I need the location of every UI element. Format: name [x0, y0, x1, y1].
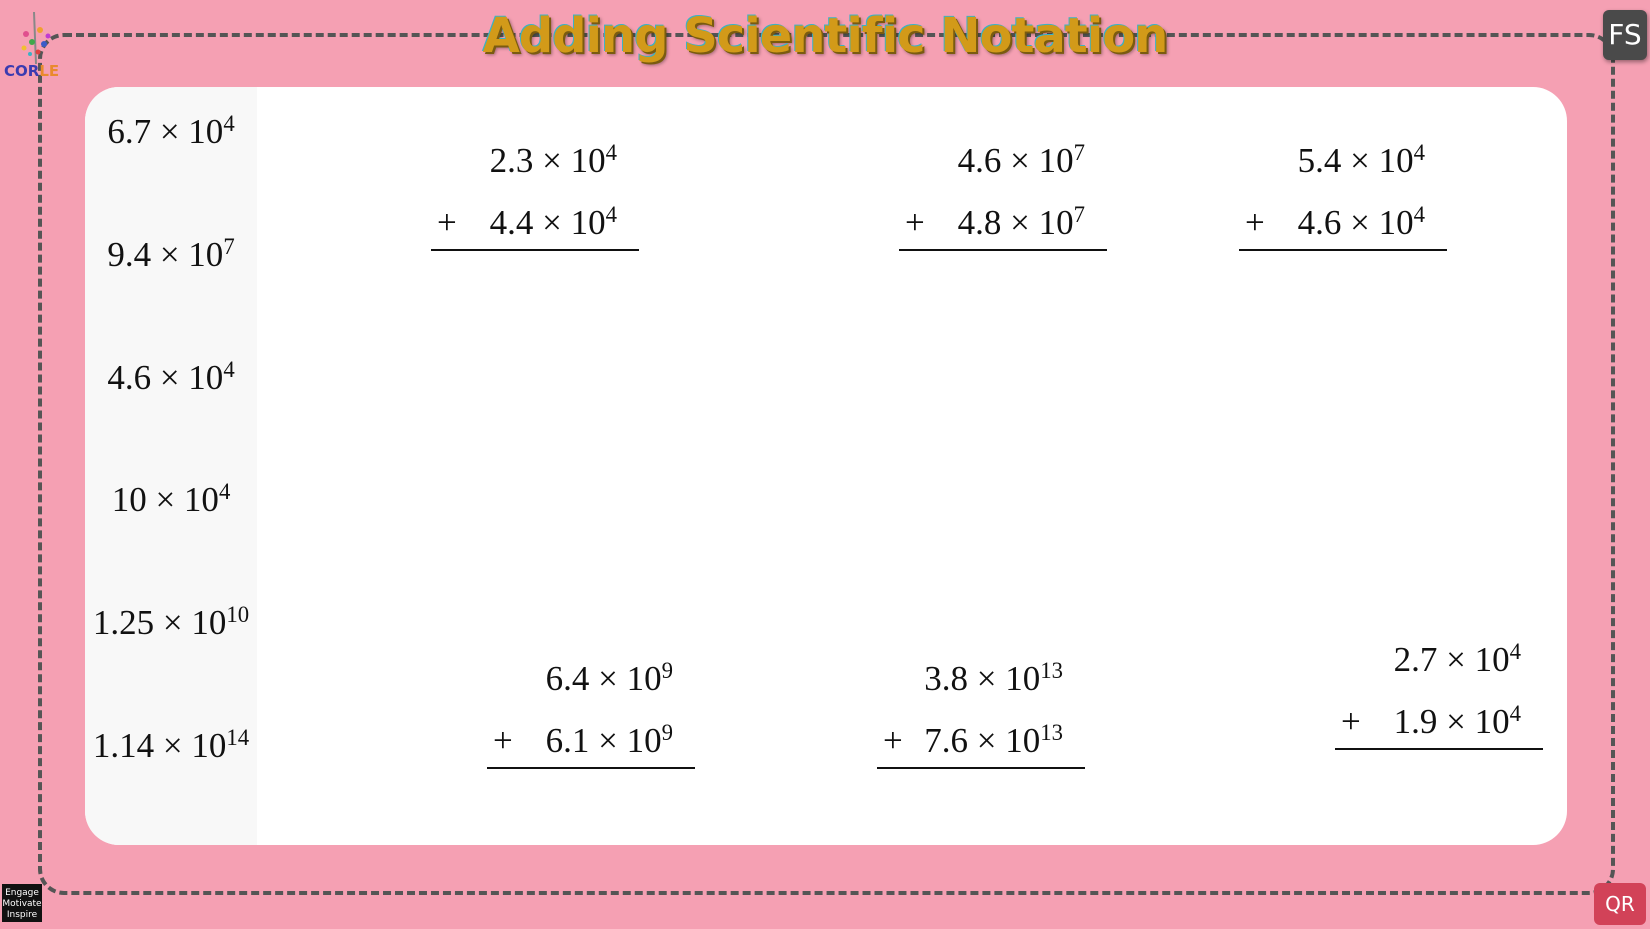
- addend-top: $4.6 \times 10^7$: [957, 139, 1085, 180]
- answer-item[interactable]: $10 \times 10^4$: [111, 478, 231, 519]
- sum-line: [899, 249, 1107, 251]
- plus-sign: +: [883, 721, 903, 760]
- addend-bottom: $1.9 \times 10^4$: [1393, 700, 1521, 741]
- addend-bottom: $4.6 \times 10^4$: [1297, 201, 1425, 242]
- plus-sign: +: [1245, 203, 1265, 242]
- addend-bottom: $6.1 \times 10^9$: [545, 719, 673, 760]
- sum-line: [431, 249, 639, 251]
- badge-line: Inspire: [6, 910, 38, 920]
- plus-sign: +: [1341, 702, 1361, 741]
- answer-bank: [85, 87, 257, 845]
- worksheet-card: [85, 87, 1567, 845]
- plus-sign: +: [437, 203, 457, 242]
- addend-top: $2.7 \times 10^4$: [1393, 638, 1521, 679]
- qr-button[interactable]: QR: [1594, 883, 1646, 925]
- answer-item[interactable]: $1.25 \times 10^{10}$: [92, 601, 250, 642]
- addend-bottom: $4.4 \times 10^4$: [489, 201, 617, 242]
- sum-line: [1239, 249, 1447, 251]
- sum-line: [877, 767, 1085, 769]
- addend-top: $6.4 \times 10^9$: [545, 657, 673, 698]
- answer-item[interactable]: $1.14 \times 10^{14}$: [92, 724, 250, 765]
- badge-line: Motivate: [2, 899, 42, 909]
- page-title: Adding Scientific Notation: [482, 8, 1168, 64]
- plus-sign: +: [493, 721, 513, 760]
- answer-item[interactable]: $9.4 \times 10^7$: [107, 233, 235, 274]
- engage-badge[interactable]: [2, 884, 42, 922]
- addend-bottom: $4.8 \times 10^7$: [957, 201, 1085, 242]
- plus-sign: +: [905, 203, 925, 242]
- addend-top: $2.3 \times 10^4$: [489, 139, 617, 180]
- sum-line: [487, 767, 695, 769]
- answer-item[interactable]: $6.7 \times 10^4$: [107, 110, 235, 151]
- addend-top: $3.8 \times 10^{13}$: [924, 657, 1063, 698]
- fullscreen-button[interactable]: FS: [1603, 10, 1647, 60]
- badge-line: Engage: [5, 888, 39, 898]
- answer-item[interactable]: $4.6 \times 10^4$: [107, 356, 235, 397]
- addend-bottom: $7.6 \times 10^{13}$: [924, 719, 1063, 760]
- addend-top: $5.4 \times 10^4$: [1297, 139, 1425, 180]
- logo-wordmark: CORLE: [4, 62, 60, 80]
- sum-line: [1335, 748, 1543, 750]
